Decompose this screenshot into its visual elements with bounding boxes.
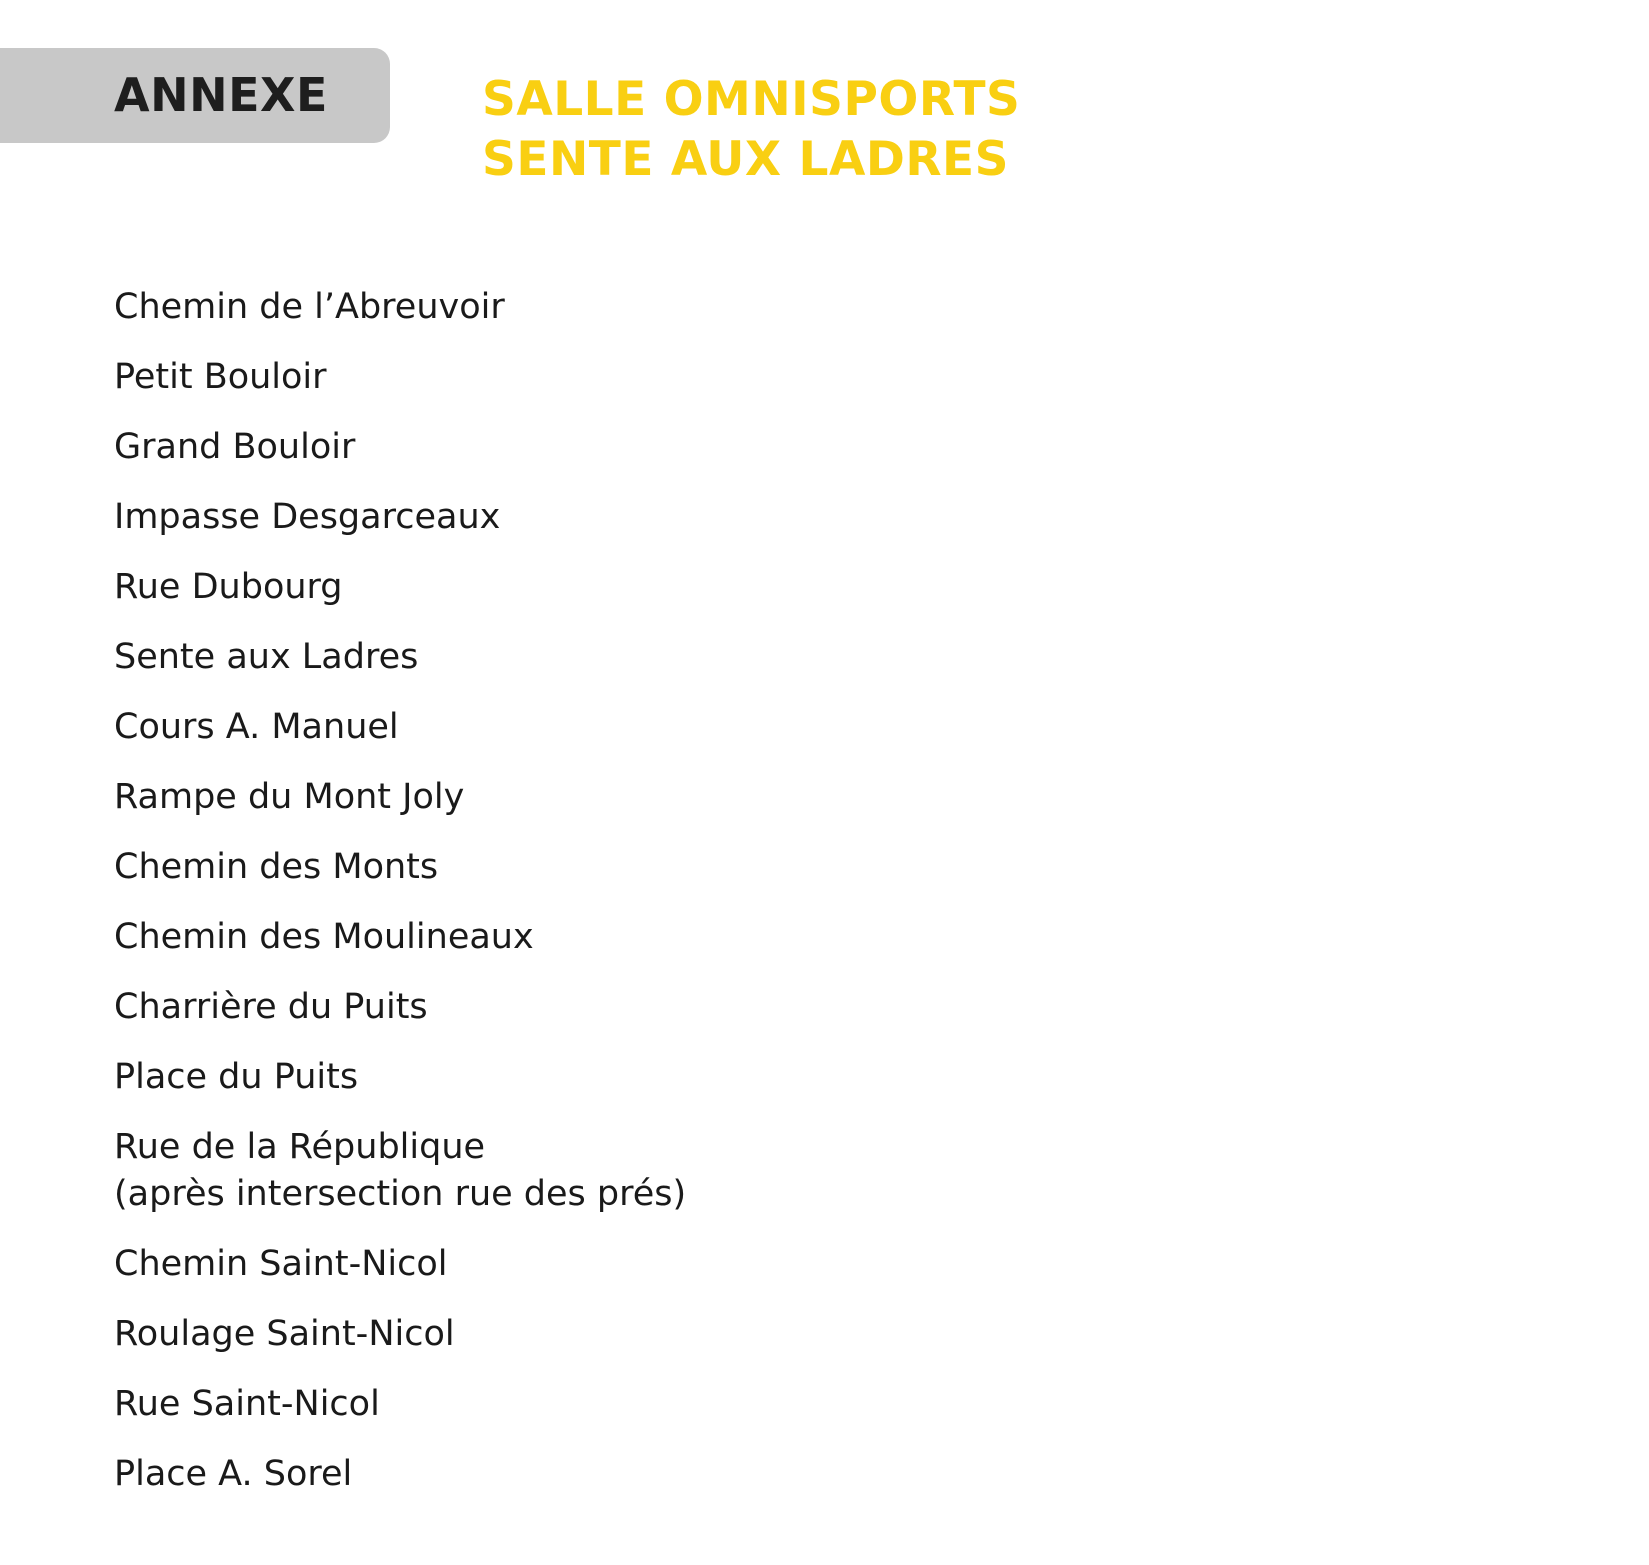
list-item (114, 354, 686, 401)
page-title (482, 70, 1020, 190)
list-item (114, 494, 686, 541)
street-list (114, 284, 686, 1521)
list-item (114, 424, 686, 471)
street-name: Rampe du Mont Joly (114, 777, 465, 817)
street-name: Petit Bouloir (114, 357, 327, 397)
list-item (114, 844, 686, 891)
street-name: Chemin de l’Abreuvoir (114, 287, 505, 327)
street-name: Place A. Sorel (114, 1454, 353, 1494)
list-item (114, 1124, 686, 1218)
title-line-2: SENTE AUX LADRES (482, 132, 1009, 187)
street-name: Charrière du Puits (114, 987, 428, 1027)
list-item (114, 1241, 686, 1288)
list-item (114, 1311, 686, 1358)
street-name: Cours A. Manuel (114, 707, 399, 747)
street-name: Chemin Saint-Nicol (114, 1244, 448, 1284)
title-line-1: SALLE OMNISPORTS (482, 72, 1021, 127)
street-name: Sente aux Ladres (114, 637, 419, 677)
list-item (114, 984, 686, 1031)
street-name: Grand Bouloir (114, 427, 356, 467)
street-note: (après intersection rue des prés) (114, 1174, 687, 1214)
street-name: Rue de la République (114, 1127, 486, 1167)
street-name: Roulage Saint-Nicol (114, 1314, 455, 1354)
street-name: Rue Saint-Nicol (114, 1384, 380, 1424)
list-item (114, 1381, 686, 1428)
street-name: Chemin des Moulineaux (114, 917, 534, 957)
list-item (114, 704, 686, 751)
annexe-tab (0, 48, 390, 143)
list-item (114, 634, 686, 681)
list-item (114, 774, 686, 821)
annexe-label: ANNEXE (114, 68, 328, 122)
street-name: Rue Dubourg (114, 567, 343, 607)
list-item (114, 284, 686, 331)
list-item (114, 564, 686, 611)
list-item (114, 1451, 686, 1498)
street-name: Chemin des Monts (114, 847, 439, 887)
list-item (114, 1054, 686, 1101)
street-name: Place du Puits (114, 1057, 359, 1097)
list-item (114, 914, 686, 961)
street-name: Impasse Desgarceaux (114, 497, 501, 537)
